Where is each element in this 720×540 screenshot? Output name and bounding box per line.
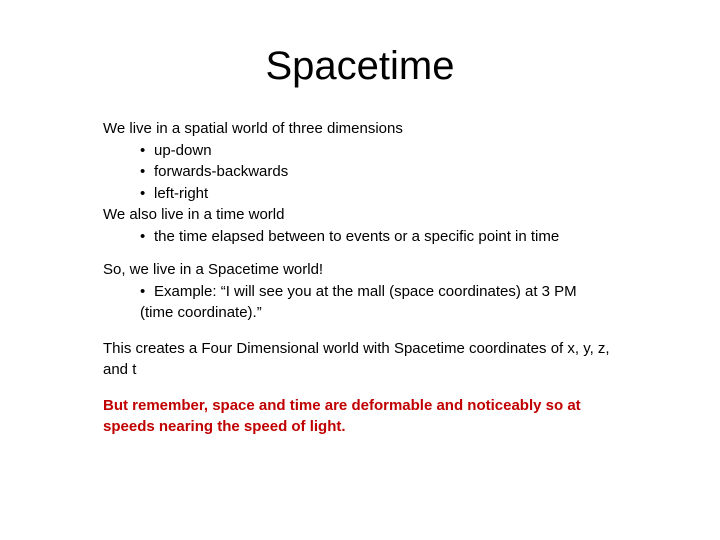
bullet-text: the time elapsed between to events or a specific point in time [154, 227, 560, 245]
bullet-text: left-right [154, 184, 209, 202]
bullet-text: forwards-backwards [154, 163, 289, 180]
bullet-icon: • [140, 227, 146, 245]
bullet-icon: • [140, 163, 146, 180]
warning-text: But remember, space and time are deformable and noticeably so at speeds nearing the speed of light. [103, 396, 581, 435]
time-intro-text: We also live in a time world [103, 206, 285, 223]
bullet-item-time [103, 226, 623, 248]
spacetime-intro-text: So, we live in a Spacetime world! [103, 261, 324, 278]
slide-title: Spacetime [265, 44, 455, 88]
bullet-icon: • [140, 184, 146, 202]
slide-body [103, 118, 623, 438]
bullet-item-example [103, 281, 610, 324]
bullet-text: Example: “I will see you at the mall (space coordinates) at 3 PM (time coordinate).” [140, 282, 577, 321]
bullet-item-forwards-backwards [103, 161, 623, 183]
four-dimensional-text: This creates a Four Dimensional world with Spacetime coordinates of x, y, z, and t [103, 339, 610, 378]
bullet-icon: • [140, 282, 146, 300]
bullet-item-up-down [103, 140, 623, 162]
spatial-intro-text: We live in a spatial world of three dimensions [103, 120, 403, 137]
bullet-text: up-down [154, 141, 212, 159]
bullet-icon: • [140, 141, 146, 159]
bullet-item-left-right [103, 183, 623, 205]
